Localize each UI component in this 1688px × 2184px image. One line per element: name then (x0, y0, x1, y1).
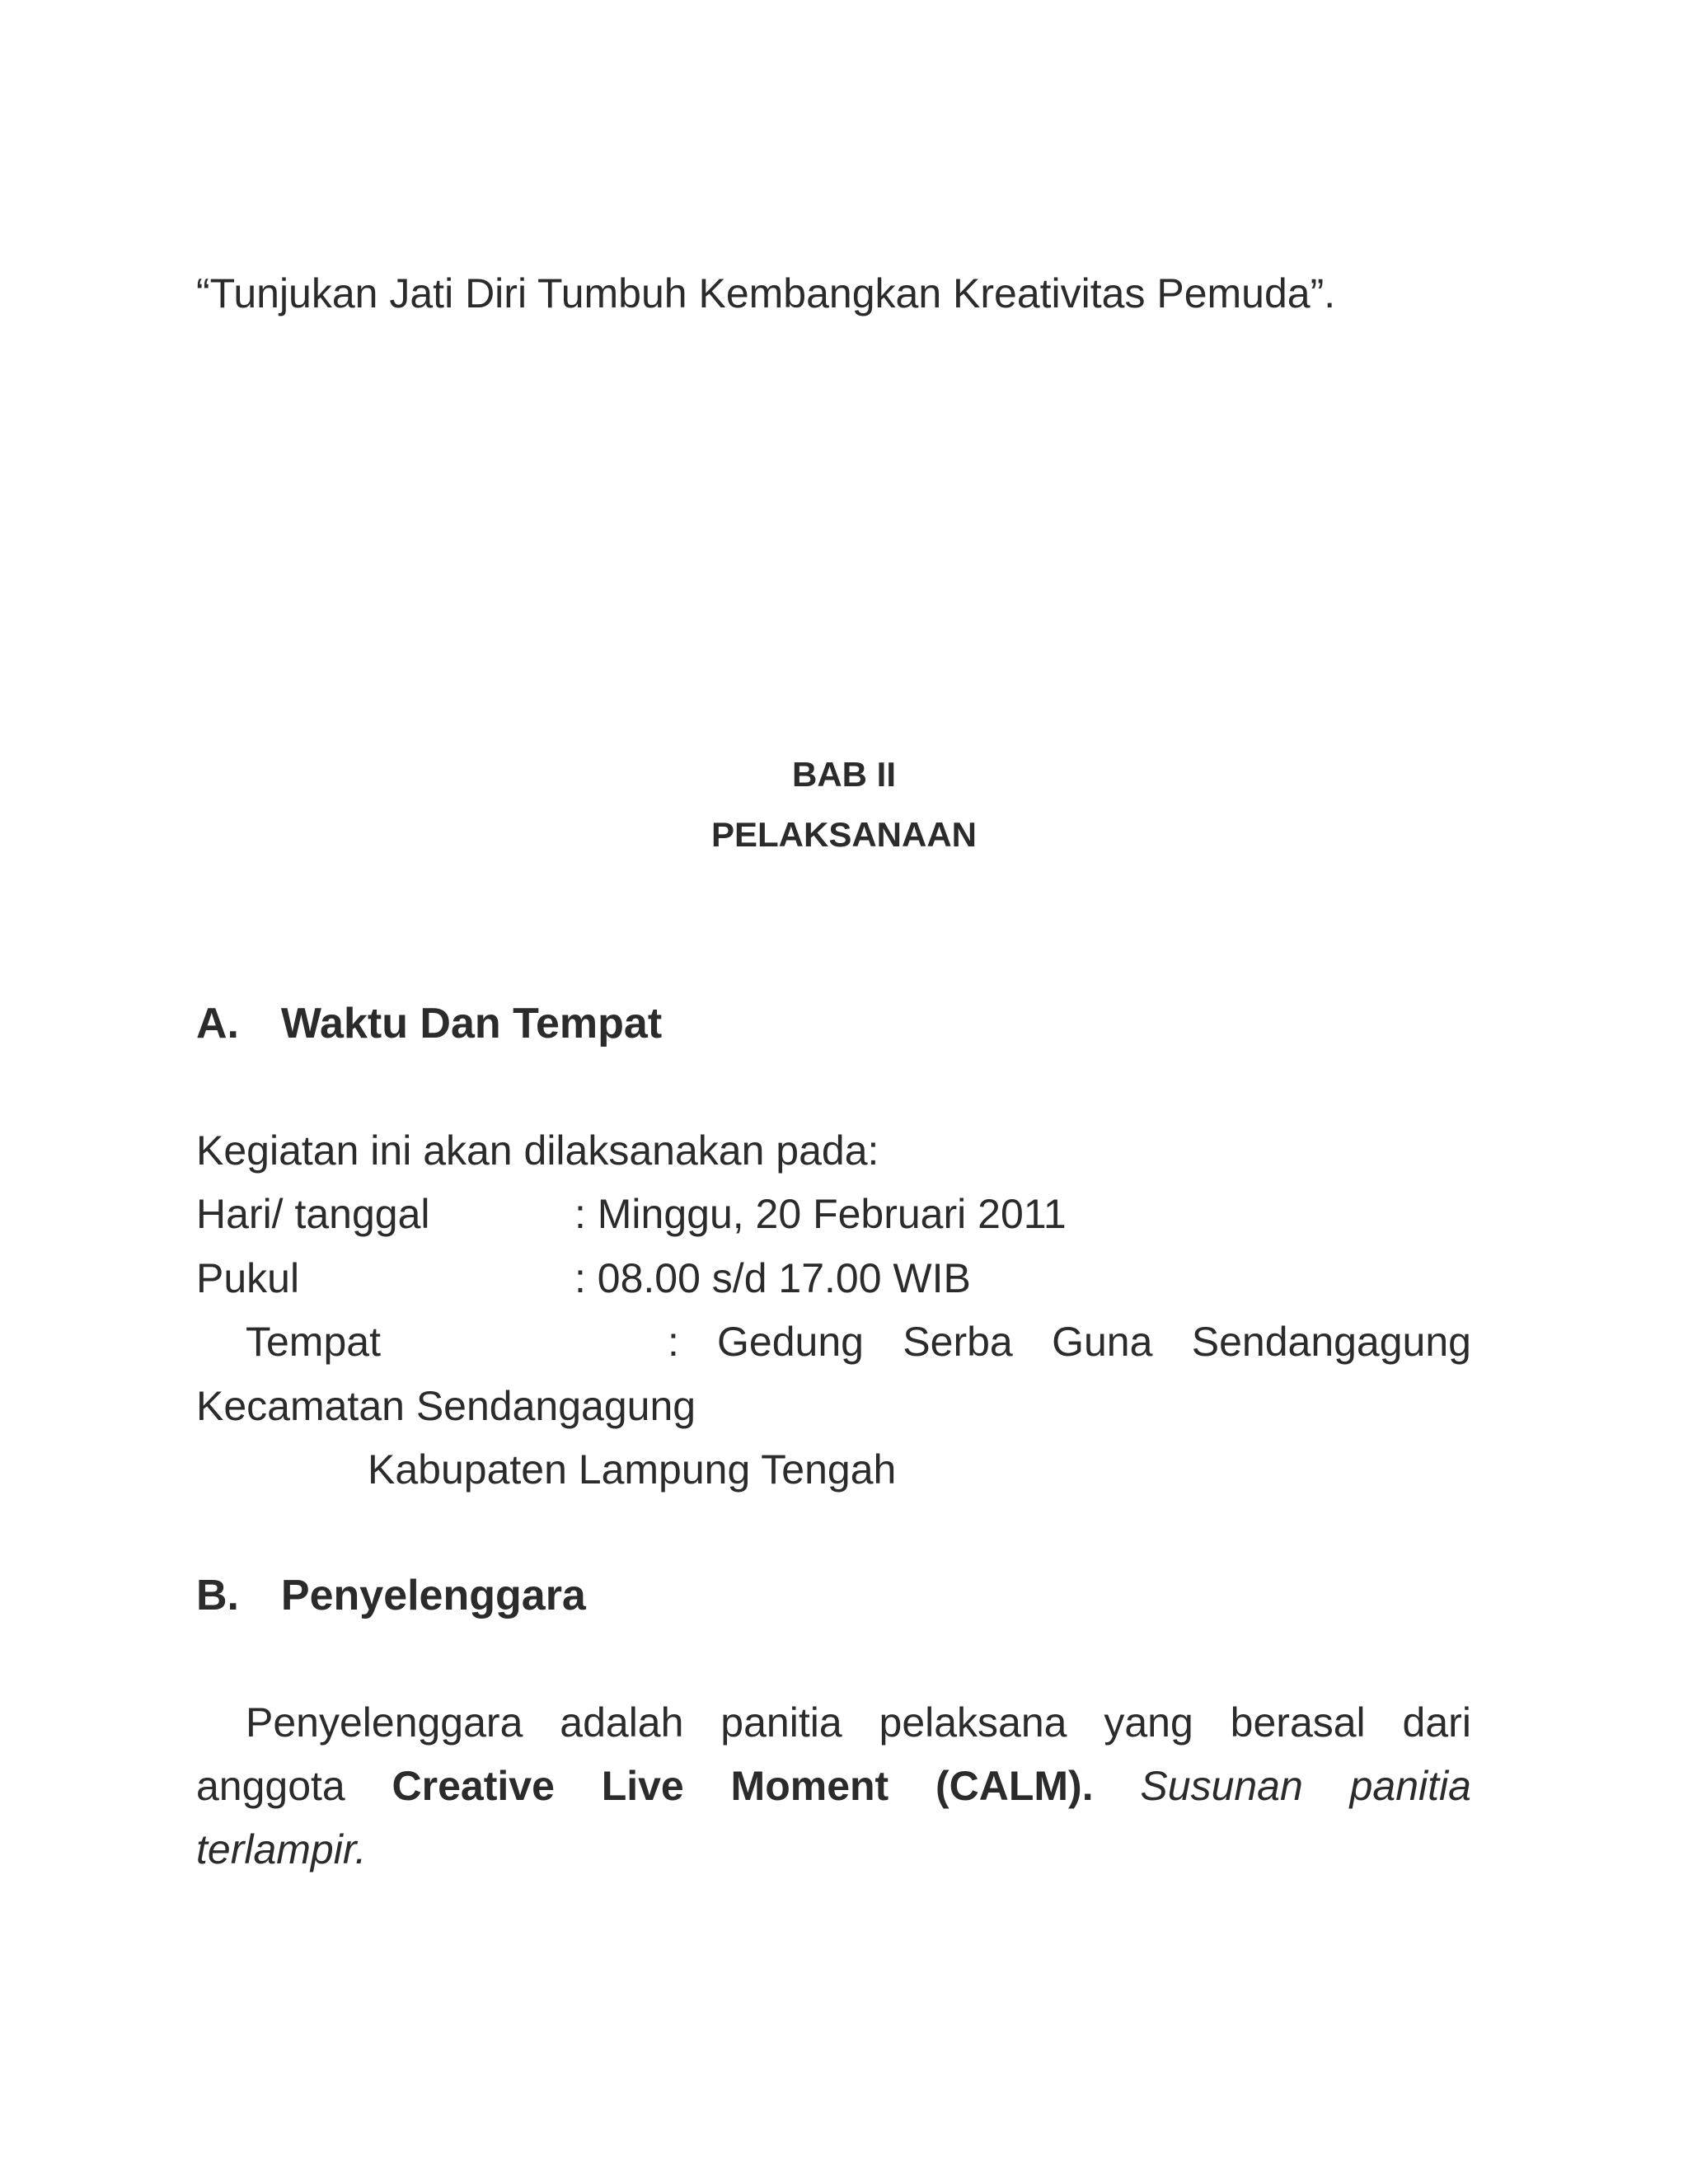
section-a-marker: A. (196, 1000, 239, 1047)
body-word: Penyelenggara (246, 1699, 523, 1746)
tempat-line-3: Kabupaten Lampung Tengah (368, 1446, 897, 1493)
body-word: panitia (720, 1699, 842, 1746)
body-word: adalah (560, 1699, 684, 1746)
row-hari-label: Hari/ tanggal (196, 1191, 430, 1237)
tempat-word: Guna (1052, 1319, 1153, 1365)
org-name-word: Moment (730, 1763, 889, 1809)
row-pukul-label: Pukul (196, 1255, 300, 1301)
body-word: berasal (1230, 1699, 1366, 1746)
body-word: dari (1402, 1699, 1471, 1746)
section-b-line-2 (196, 1761, 1471, 1811)
row-pukul-value: : 08.00 s/d 17.00 WIB (574, 1255, 971, 1301)
chapter-number: BAB II (792, 755, 896, 794)
org-name-word: Creative (392, 1763, 555, 1809)
body-word: pelaksana (879, 1699, 1067, 1746)
section-b-heading (196, 1570, 586, 1621)
section-a-heading (196, 998, 662, 1049)
section-b-marker: B. (196, 1572, 239, 1619)
org-name-word: (CALM). (935, 1763, 1094, 1809)
section-b-line-1 (246, 1698, 1471, 1747)
row-tempat-colon: : (668, 1319, 679, 1365)
section-a-title: Waktu Dan Tempat (280, 1000, 663, 1047)
section-b-line-3: terlampir. (196, 1826, 367, 1872)
section-b-title: Penyelenggara (280, 1572, 586, 1619)
tempat-word: Serba (903, 1319, 1013, 1365)
italic-word: panitia (1349, 1763, 1471, 1809)
tempat-word: Gedung (717, 1319, 864, 1365)
section-a-intro: Kegiatan ini akan dilaksanakan pada: (196, 1127, 879, 1174)
row-tempat-label: Tempat (246, 1319, 381, 1365)
tempat-word: Sendangagung (1191, 1319, 1471, 1365)
italic-word: Susunan (1140, 1763, 1303, 1809)
chapter-title: PELAKSANAAN (710, 815, 977, 854)
row-hari-value: : Minggu, 20 Februari 2011 (574, 1191, 1067, 1237)
row-tempat-value (717, 1317, 1471, 1366)
tempat-line-2: Kecamatan Sendangagung (196, 1383, 696, 1429)
org-name-word: Live (601, 1763, 684, 1809)
motto-text: “Tunjukan Jati Diri Tumbuh Kembangkan Kreativitas Pemuda”. (196, 270, 1336, 316)
body-word: anggota (196, 1763, 345, 1809)
body-word: yang (1104, 1699, 1193, 1746)
